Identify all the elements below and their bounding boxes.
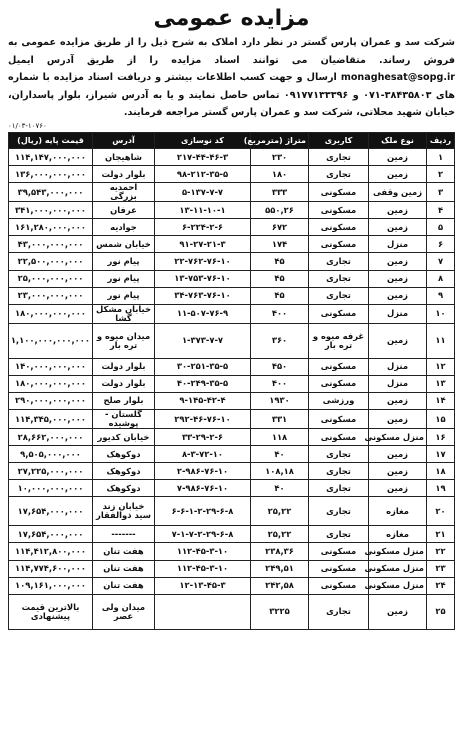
- cell-n: ۶: [427, 236, 455, 253]
- cell-area: ۳۳۳: [251, 183, 309, 202]
- cell-use: مسکونی: [309, 560, 369, 577]
- cell-price: ۱۷,۶۵۴,۰۰۰,۰۰۰: [9, 526, 93, 543]
- cell-n: ۲۱: [427, 526, 455, 543]
- cell-use: مسکونی: [309, 202, 369, 219]
- table-row: [9, 497, 455, 526]
- cell-addr: پیام نور: [93, 287, 155, 304]
- cell-area: ۲۳۰: [251, 148, 309, 165]
- cell-addr: خیابان مشکل گشا: [93, 304, 155, 323]
- cell-n: ۲۲: [427, 543, 455, 560]
- cell-n: ۱۷: [427, 446, 455, 463]
- cell-price: ۲۳,۰۰۰,۰۰۰,۰۰۰: [9, 287, 93, 304]
- cell-code: ۸-۳-۷۲-۱۰: [155, 446, 251, 463]
- cell-use: مسکونی: [309, 543, 369, 560]
- cell-code: ۹۱-۲۷-۲۱-۳: [155, 236, 251, 253]
- cell-area: ۱۹۳۰: [251, 392, 309, 409]
- cell-code: [155, 594, 251, 629]
- cell-area: ۵۵۰,۲۶: [251, 202, 309, 219]
- cell-type: زمین: [369, 270, 427, 287]
- cell-type: زمین: [369, 253, 427, 270]
- cell-area: ۴۵: [251, 270, 309, 287]
- cell-area: ۱۷۴: [251, 236, 309, 253]
- cell-addr: احمدیه بزرگی: [93, 183, 155, 202]
- cell-n: ۱۵: [427, 410, 455, 429]
- cell-type: منزل مسکونی: [369, 543, 427, 560]
- cell-addr: بلوار دولت: [93, 358, 155, 375]
- cell-code: ۲۱۷-۴۴-۴۶-۳: [155, 148, 251, 165]
- cell-type: مغازه: [369, 497, 427, 526]
- cell-code: ۱۱۲-۴۵-۳-۱۰: [155, 543, 251, 560]
- cell-use: تجاری: [309, 166, 369, 183]
- table-row: [9, 560, 455, 577]
- cell-use: غرفه میوه و تره بار: [309, 323, 369, 358]
- cell-price: ۱۱۴,۳۴۵,۰۰۰,۰۰۰: [9, 410, 93, 429]
- cell-use: ورزشی: [309, 392, 369, 409]
- properties-table: [8, 132, 455, 630]
- cell-code: ۶-۲۲۴-۲-۶: [155, 219, 251, 236]
- column-header: کد نوسازی: [155, 132, 251, 148]
- cell-n: ۳: [427, 183, 455, 202]
- table-row: [9, 392, 455, 409]
- cell-code: ۳۳-۲۹-۲-۶: [155, 429, 251, 446]
- cell-type: زمین: [369, 463, 427, 480]
- cell-type: زمین: [369, 594, 427, 629]
- table-row: [9, 287, 455, 304]
- cell-n: ۱۴: [427, 392, 455, 409]
- cell-n: ۲: [427, 166, 455, 183]
- cell-type: منزل مسکونی: [369, 429, 427, 446]
- cell-type: منزل مسکونی: [369, 577, 427, 594]
- table-row: [9, 358, 455, 375]
- cell-area: ۴۵: [251, 253, 309, 270]
- table-row: [9, 429, 455, 446]
- cell-n: ۷: [427, 253, 455, 270]
- cell-use: مسکونی: [309, 577, 369, 594]
- cell-addr: بلوار دولت: [93, 166, 155, 183]
- cell-code: ۱-۳۷۳-۷-۷: [155, 323, 251, 358]
- cell-use: تجاری: [309, 480, 369, 497]
- cell-type: منزل: [369, 375, 427, 392]
- cell-addr: خیابان شمس: [93, 236, 155, 253]
- cell-use: تجاری: [309, 446, 369, 463]
- table-row: [9, 463, 455, 480]
- cell-area: ۴۵: [251, 287, 309, 304]
- cell-use: تجاری: [309, 148, 369, 165]
- table-row: [9, 236, 455, 253]
- cell-code: ۵-۱۳۷-۷-۷: [155, 183, 251, 202]
- cell-addr: میدان ولی عصر: [93, 594, 155, 629]
- cell-addr: پیام نور: [93, 253, 155, 270]
- cell-code: ۷-۹۸۶-۷۶-۱۰: [155, 480, 251, 497]
- table-row: [9, 202, 455, 219]
- cell-price: ۲۵,۰۰۰,۰۰۰,۰۰۰: [9, 270, 93, 287]
- cell-n: ۲۰: [427, 497, 455, 526]
- table-row: [9, 166, 455, 183]
- column-header: آدرس: [93, 132, 155, 148]
- notice-body: شرکت سد و عمران پارس گستر در نظر دارد املاک به شرح ذیل را از طریق مزایده عمومی به فروش رساند. متقاضیان می توانند اسناد مزایده را از طریق آدرس ایمیل monaghesat@sopg.ir ارسال و جهت کسب اطلاعات بیشتر و دریافت اسناد مزایده با شماره های ۳۸۴۳۵۸۰۳-۰۷۱ و ۰۹۱۷۷۱۳۳۳۹۶ تماس حاصل نمایند و یا به آدرس شیراز، بلوار پاسداران، خیابان شهید محلاتی، شرکت سد و عمران پارس گستر مراجعه فرمایند.: [8, 37, 455, 119]
- cell-n: ۲۴: [427, 577, 455, 594]
- cell-price: ۲۲,۵۰۰,۰۰۰,۰۰۰: [9, 253, 93, 270]
- cell-type: زمین: [369, 323, 427, 358]
- cell-price: ۲۷,۲۲۵,۰۰۰,۰۰۰: [9, 463, 93, 480]
- cell-code: ۲۲-۷۶۲-۷۶-۱۰: [155, 253, 251, 270]
- cell-use: مسکونی: [309, 429, 369, 446]
- cell-type: زمین: [369, 166, 427, 183]
- cell-code: ۳۴-۷۶۳-۷۶-۱۰: [155, 287, 251, 304]
- cell-area: ۱۱۸: [251, 429, 309, 446]
- cell-price: ۱۸۰,۰۰۰,۰۰۰,۰۰۰: [9, 304, 93, 323]
- cell-price: ۳۹,۵۴۳,۰۰۰,۰۰۰: [9, 183, 93, 202]
- cell-price: ۱۴۰,۰۰۰,۰۰۰,۰۰۰: [9, 358, 93, 375]
- cell-code: ۷-۱-۷-۲-۲۹-۶-۸: [155, 526, 251, 543]
- cell-addr: دوکوهک: [93, 480, 155, 497]
- cell-n: ۴: [427, 202, 455, 219]
- cell-addr: -------: [93, 526, 155, 543]
- cell-code: ۶-۶-۱-۲-۲۹-۶-۸: [155, 497, 251, 526]
- column-header: قیمت پایه (ریال): [9, 132, 93, 148]
- cell-price: ۱۳۶,۰۰۰,۰۰۰,۰۰۰: [9, 166, 93, 183]
- cell-area: ۲۳۸,۳۶: [251, 543, 309, 560]
- cell-code: ۱۳-۱۱-۱۰-۱: [155, 202, 251, 219]
- cell-type: مغازه: [369, 526, 427, 543]
- cell-code: ۴۰-۲۴۹-۳۵-۵: [155, 375, 251, 392]
- cell-code: ۳۰-۲۵۱-۳۵-۵: [155, 358, 251, 375]
- cell-price: ۱۱۴,۱۴۷,۰۰۰,۰۰۰: [9, 148, 93, 165]
- cell-price: ۱۰۹,۱۶۱,۰۰۰,۰۰۰: [9, 577, 93, 594]
- column-header: ردیف: [427, 132, 455, 148]
- cell-addr: شاهیجان: [93, 148, 155, 165]
- cell-code: ۲۹۲-۴۶-۷۶-۱۰: [155, 410, 251, 429]
- cell-area: ۲۵,۲۲: [251, 526, 309, 543]
- cell-addr: هفت تنان: [93, 543, 155, 560]
- cell-n: ۱۰: [427, 304, 455, 323]
- cell-area: ۳۳۱: [251, 410, 309, 429]
- cell-area: ۳۲۲۵: [251, 594, 309, 629]
- cell-use: مسکونی: [309, 358, 369, 375]
- reference-number: ۰۱/۰۳-۱۰۷۶۰: [8, 121, 47, 130]
- cell-price: ۱۱۴,۴۱۲,۸۰۰,۰۰۰: [9, 543, 93, 560]
- cell-price: ۲۹۰,۰۰۰,۰۰۰,۰۰۰: [9, 392, 93, 409]
- cell-code: ۹۸-۲۱۲-۳۵-۵: [155, 166, 251, 183]
- cell-type: منزل: [369, 236, 427, 253]
- table-row: [9, 543, 455, 560]
- cell-area: ۱۸۰: [251, 166, 309, 183]
- table-row: [9, 270, 455, 287]
- cell-area: ۲۵,۲۲: [251, 497, 309, 526]
- cell-price: ۱۱۴,۷۷۴,۶۰۰,۰۰۰: [9, 560, 93, 577]
- cell-addr: خیابان زند سید ذوالفقار: [93, 497, 155, 526]
- cell-type: زمین: [369, 392, 427, 409]
- table-row: [9, 594, 455, 629]
- cell-n: ۱۹: [427, 480, 455, 497]
- column-header: متراژ (مترمربع): [251, 132, 309, 148]
- table-row: [9, 253, 455, 270]
- table-row: [9, 480, 455, 497]
- cell-area: ۱۰۸,۱۸: [251, 463, 309, 480]
- cell-n: ۱۲: [427, 358, 455, 375]
- cell-addr: پیام نور: [93, 270, 155, 287]
- table-row: [9, 219, 455, 236]
- cell-addr: هفت تنان: [93, 577, 155, 594]
- cell-use: تجاری: [309, 463, 369, 480]
- cell-use: مسکونی: [309, 304, 369, 323]
- cell-code: ۲-۹۸۶-۷۶-۱۰: [155, 463, 251, 480]
- table-row: [9, 526, 455, 543]
- cell-addr: میدان میوه و تره بار: [93, 323, 155, 358]
- cell-type: منزل: [369, 358, 427, 375]
- cell-use: تجاری: [309, 287, 369, 304]
- cell-price: ۱۰,۰۰۰,۰۰۰,۰۰۰: [9, 480, 93, 497]
- cell-code: ۱۳-۷۵۳-۷۶-۱۰: [155, 270, 251, 287]
- table-row: [9, 148, 455, 165]
- cell-type: زمین: [369, 287, 427, 304]
- cell-use: مسکونی: [309, 236, 369, 253]
- table-row: [9, 577, 455, 594]
- cell-type: زمین: [369, 219, 427, 236]
- cell-price: ۲۸,۶۶۲,۰۰۰,۰۰۰: [9, 429, 93, 446]
- cell-price: ۴۳,۰۰۰,۰۰۰,۰۰۰: [9, 236, 93, 253]
- cell-n: ۱۸: [427, 463, 455, 480]
- cell-price: ۱۶۱,۲۸۰,۰۰۰,۰۰۰: [9, 219, 93, 236]
- cell-type: زمین وقفی: [369, 183, 427, 202]
- cell-area: ۴۰: [251, 446, 309, 463]
- cell-n: ۹: [427, 287, 455, 304]
- cell-addr: خیابان کدیور: [93, 429, 155, 446]
- cell-type: زمین: [369, 410, 427, 429]
- column-header: نوع ملک: [369, 132, 427, 148]
- cell-price: ۱,۱۰۰,۰۰۰,۰۰۰,۰۰۰: [9, 323, 93, 358]
- cell-use: تجاری: [309, 594, 369, 629]
- cell-n: ۲۳: [427, 560, 455, 577]
- table-row: [9, 304, 455, 323]
- cell-type: زمین: [369, 480, 427, 497]
- cell-price: ۹,۵۰۵,۰۰۰,۰۰۰: [9, 446, 93, 463]
- table-row: [9, 375, 455, 392]
- cell-addr: بلوار دولت: [93, 375, 155, 392]
- cell-price: ۱۷,۶۵۴,۰۰۰,۰۰۰: [9, 497, 93, 526]
- cell-price: ۱۸۰,۰۰۰,۰۰۰,۰۰۰: [9, 375, 93, 392]
- table-row: [9, 183, 455, 202]
- cell-use: مسکونی: [309, 375, 369, 392]
- cell-area: ۲۴۲,۵۸: [251, 577, 309, 594]
- cell-use: مسکونی: [309, 219, 369, 236]
- cell-type: زمین: [369, 446, 427, 463]
- cell-type: زمین: [369, 202, 427, 219]
- cell-use: مسکونی: [309, 183, 369, 202]
- cell-price: ۳۴۱,۰۰۰,۰۰۰,۰۰۰: [9, 202, 93, 219]
- cell-use: تجاری: [309, 497, 369, 526]
- cell-use: تجاری: [309, 253, 369, 270]
- cell-use: تجاری: [309, 526, 369, 543]
- cell-addr: دوکوهک: [93, 446, 155, 463]
- cell-addr: بلوار صلح: [93, 392, 155, 409]
- cell-code: ۱۲-۱۳-۴۵-۳: [155, 577, 251, 594]
- column-header: کاربری: [309, 132, 369, 148]
- cell-area: ۶۷۲: [251, 219, 309, 236]
- cell-area: ۲۴۹,۵۱: [251, 560, 309, 577]
- cell-addr: هفت تنان: [93, 560, 155, 577]
- cell-area: ۴۵۰: [251, 358, 309, 375]
- cell-addr: جوادیه: [93, 219, 155, 236]
- cell-n: ۱۱: [427, 323, 455, 358]
- cell-code: ۹-۱۴۵-۴۲-۴: [155, 392, 251, 409]
- cell-type: منزل مسکونی: [369, 560, 427, 577]
- table-body: [9, 148, 455, 629]
- cell-area: ۴۰: [251, 480, 309, 497]
- cell-price: بالاترین قیمت پیشنهادی: [9, 594, 93, 629]
- cell-use: تجاری: [309, 270, 369, 287]
- table-row: [9, 410, 455, 429]
- cell-type: زمین: [369, 148, 427, 165]
- cell-n: ۸: [427, 270, 455, 287]
- cell-addr: گلستان - پوشیده: [93, 410, 155, 429]
- cell-n: ۱: [427, 148, 455, 165]
- cell-code: ۱۱۲-۴۵-۳-۱۰: [155, 560, 251, 577]
- cell-area: ۴۰۰: [251, 304, 309, 323]
- table-row: [9, 446, 455, 463]
- notice-title: مزایده عمومی: [153, 6, 310, 31]
- cell-area: ۴۰۰: [251, 375, 309, 392]
- cell-n: ۲۵: [427, 594, 455, 629]
- cell-use: مسکونی: [309, 410, 369, 429]
- cell-n: ۵: [427, 219, 455, 236]
- cell-code: ۱۱-۵۰۷-۷۶-۹: [155, 304, 251, 323]
- cell-addr: دوکوهک: [93, 463, 155, 480]
- table-header-row: [9, 132, 455, 148]
- cell-n: ۱۶: [427, 429, 455, 446]
- cell-type: منزل: [369, 304, 427, 323]
- cell-n: ۱۳: [427, 375, 455, 392]
- cell-area: ۳۶۰: [251, 323, 309, 358]
- cell-addr: عرفان: [93, 202, 155, 219]
- table-row: [9, 323, 455, 358]
